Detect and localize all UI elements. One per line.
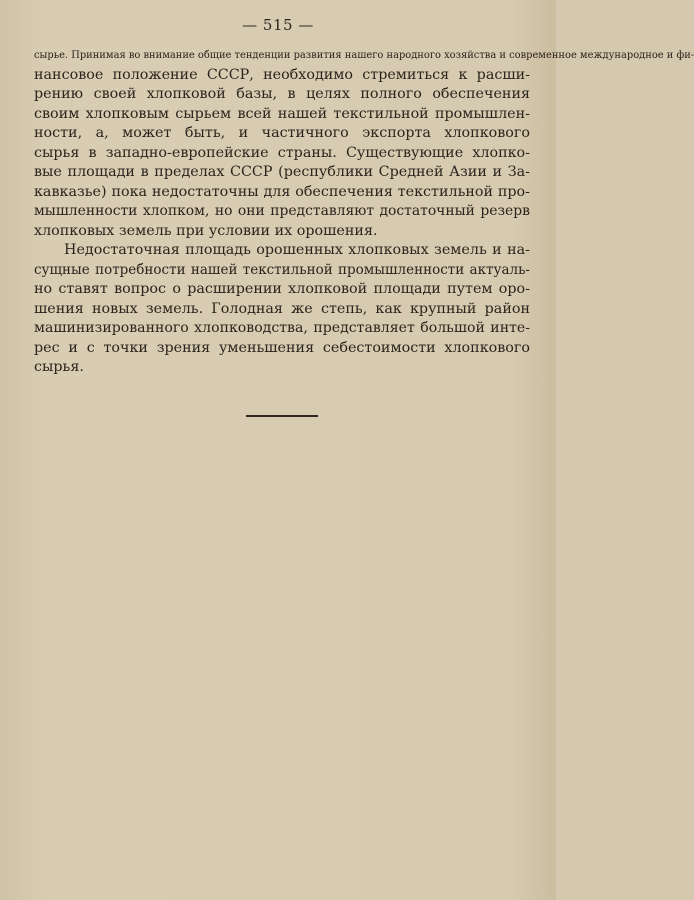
text-line: ности, а, может быть, и частичного экспорта хлопкового <box>34 125 530 141</box>
text-line: Недостаточная площадь орошенных хлопковых земель и на- <box>64 242 530 258</box>
text-line: сущные потребности нашей текстильной промышленности актуаль- <box>34 261 530 278</box>
text-line: но ставят вопрос о расширении хлопковой площади путем оро- <box>34 281 530 297</box>
paragraph-1 <box>34 46 694 241</box>
text-line: сырья в западно-европейские страны. Существующие хлопко- <box>34 144 530 161</box>
text-line: нансовое положение СССР, необходимо стремиться к расши- <box>34 66 530 83</box>
text-line: машинизированного хлопководства, представляет большой инте- <box>34 320 530 336</box>
text-line: рению своей хлопковой базы, в целях полного обеспечения <box>34 86 530 102</box>
page-number: — 515 — <box>242 16 314 34</box>
text-line: вые площади в пределах СССР (республики Средней Азии и За- <box>34 164 530 180</box>
text-line: мышленности хлопком, но они представляют достаточный резерв <box>34 203 530 219</box>
body-text <box>34 46 694 378</box>
text-line: своим хлопковым сырьем всей нашей текстильной промышлен- <box>34 105 530 122</box>
text-line: сырье. Принимая во внимание общие тенденции развития нашего народного хозяйства и современное международное и фи- <box>34 50 694 61</box>
section-divider <box>246 415 318 417</box>
paragraph-2 <box>34 241 530 378</box>
text-line: шения новых земель. Голодная же степь, как крупный район <box>34 300 530 317</box>
text-line: хлопковых земель при условии их орошения. <box>34 222 378 239</box>
text-line: рес и с точки зрения уменьшения себестоимости хлопкового <box>34 339 530 356</box>
text-line: кавказье) пока недостаточны для обеспечения текстильной про- <box>34 183 530 200</box>
text-line: сырья. <box>34 359 84 375</box>
